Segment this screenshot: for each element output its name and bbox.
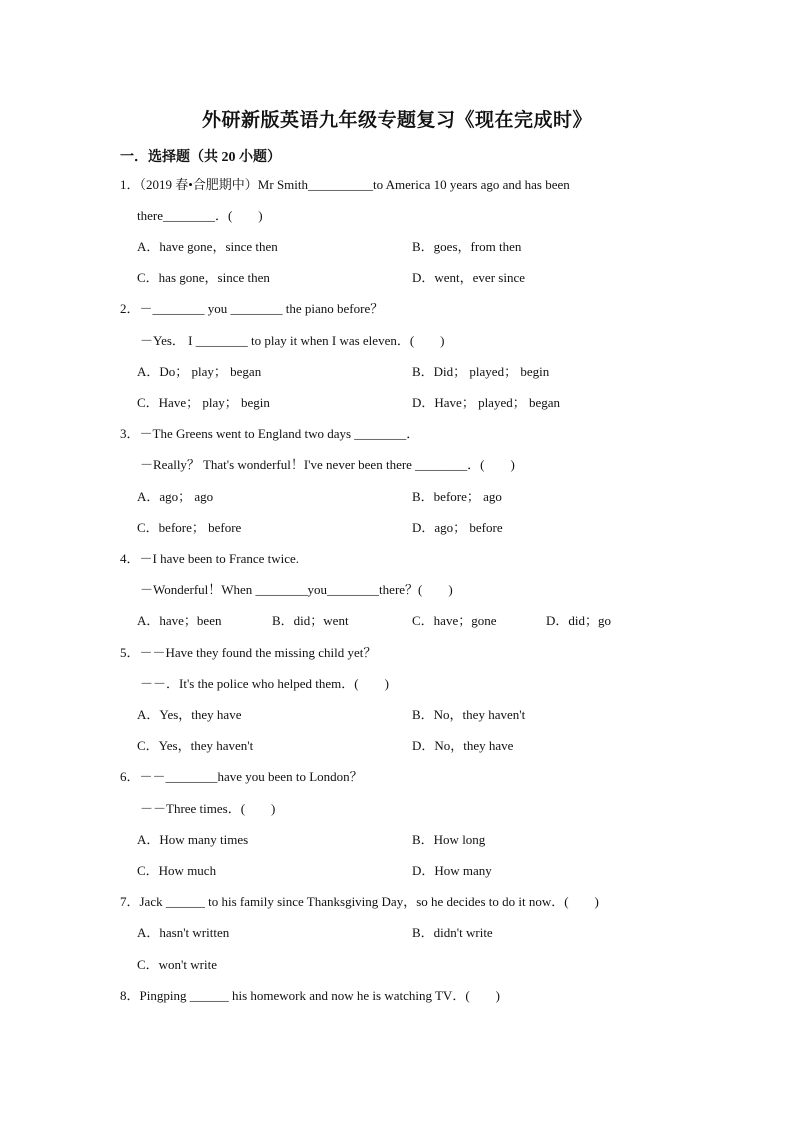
question-6-stem: 6．－－________have you been to London？ xyxy=(120,769,363,784)
question-2-option-c: C．Have； play； begin xyxy=(137,395,270,410)
question-1-option-d: D．went，ever since xyxy=(412,270,525,285)
question-1-option-a: A．have gone，since then xyxy=(137,239,278,254)
question-3-option-d: D．ago； before xyxy=(412,520,503,535)
question-4-stem: 4．－I have been to France twice. xyxy=(120,551,300,566)
question-7-option-c: C．won't write xyxy=(137,957,217,972)
question-6-stem-cont: －－Three times．( ) xyxy=(140,801,276,816)
question-8-stem: 8．Pingping ______ his homework and now he is watching TV．( ) xyxy=(120,988,500,1003)
question-3-option-b: B．before； ago xyxy=(412,489,502,504)
question-4-option-b: B．did；went xyxy=(272,613,349,628)
question-3-option-c: C．before； before xyxy=(137,520,242,535)
question-2-option-d: D．Have； played； began xyxy=(412,395,561,410)
question-6-option-b: B．How long xyxy=(412,832,486,847)
question-3-option-a: A．ago； ago xyxy=(137,489,214,504)
question-4-option-d: D．did；go xyxy=(546,613,612,628)
question-4-option-c: C．have；gone xyxy=(412,613,497,628)
question-1-option-c: C．has gone，since then xyxy=(137,270,270,285)
question-5-stem: 5．－－Have they found the missing child yet？ xyxy=(120,645,377,660)
question-5-option-b: B．No，they haven't xyxy=(412,707,526,722)
question-5-option-d: D．No，they have xyxy=(412,738,514,753)
question-1-stem: 1．（2019 春•合肥期中）Mr Smith__________to America 10 years ago and has been xyxy=(120,177,570,192)
question-2-option-b: B．Did； played； begin xyxy=(412,364,550,379)
question-4-option-a: A．have；been xyxy=(137,613,222,628)
question-1-stem-cont: there________．( ) xyxy=(137,208,263,223)
question-2-stem-cont: －Yes． I ________ to play it when I was eleven．( ) xyxy=(140,333,445,348)
question-2-stem: 2．－________ you ________ the piano before？ xyxy=(120,301,384,316)
page-title: 外研新版英语九年级专题复习《现在完成时》 xyxy=(201,110,592,131)
question-7-stem: 7．Jack ______ to his family since Thanksgiving Day，so he decides to do it now．( ) xyxy=(120,894,599,909)
question-6-option-a: A．How many times xyxy=(137,832,249,847)
question-6-option-d: D．How many xyxy=(412,863,492,878)
question-3-stem: 3．－The Greens went to England two days ________． xyxy=(120,426,420,441)
question-5-stem-cont: －－．It's the police who helped them．( ) xyxy=(140,676,389,691)
question-7-option-b: B．didn't write xyxy=(412,925,493,940)
question-7-option-a: A．hasn't written xyxy=(137,925,230,940)
question-2-option-a: A．Do； play； began xyxy=(137,364,262,379)
question-5-option-a: A．Yes，they have xyxy=(137,707,242,722)
question-3-stem-cont: －Really？ That's wonderful！I've never been there ________．( ) xyxy=(140,457,515,472)
section-heading: 一．选择题（共 20 小题） xyxy=(120,150,281,165)
question-6-option-c: C．How much xyxy=(137,863,217,878)
question-1-option-b: B．goes，from then xyxy=(412,239,522,254)
question-5-option-c: C．Yes，they haven't xyxy=(137,738,254,753)
question-4-stem-cont: －Wonderful！When ________you________there？( ) xyxy=(140,582,453,597)
